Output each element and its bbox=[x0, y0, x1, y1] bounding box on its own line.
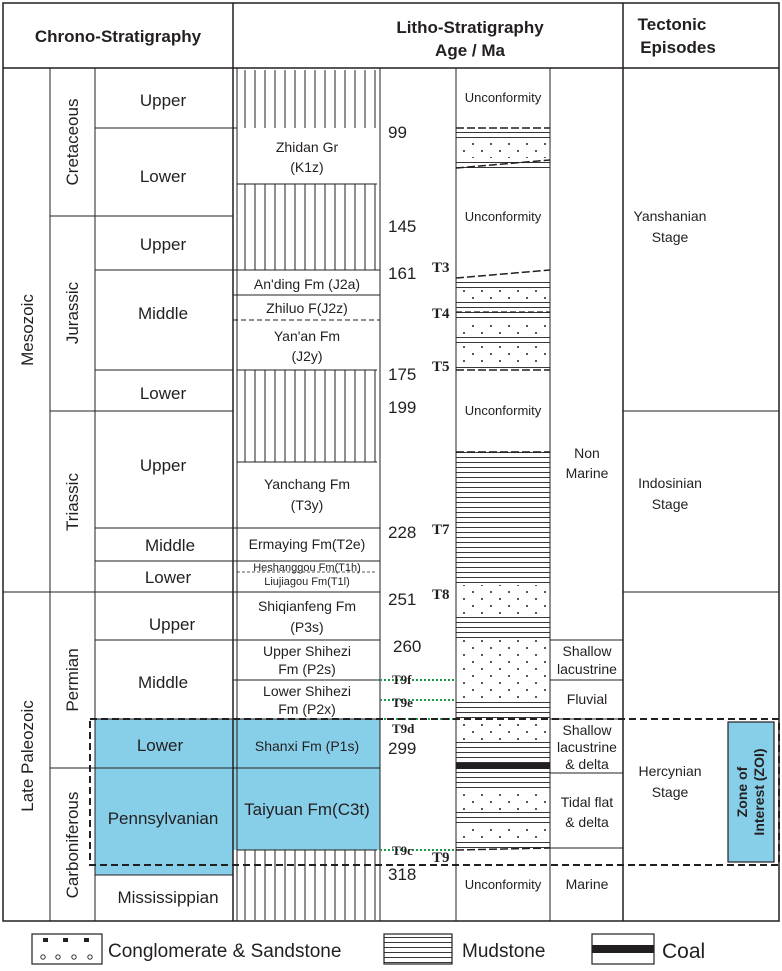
formation-zhidan-code: (K1z) bbox=[290, 159, 324, 175]
formation-zhidan: Zhidan Gr bbox=[275, 139, 339, 155]
erathem-mesozoic: Mesozoic bbox=[18, 294, 37, 366]
horizon-t4: T4 bbox=[432, 306, 450, 322]
formation-yanchang: Yanchang Fm bbox=[263, 476, 351, 492]
series-cretaceous-upper: Upper bbox=[139, 91, 187, 110]
tectonic-yanshanian-2: Stage bbox=[651, 229, 689, 245]
series-triassic-middle: Middle bbox=[144, 536, 196, 555]
env-fluvial: Fluvial bbox=[566, 691, 608, 707]
age-199: 199 bbox=[388, 398, 417, 417]
zoi-label-line2: Interest (ZOI) bbox=[751, 748, 767, 836]
system-carboniferous: Carboniferous bbox=[63, 791, 82, 899]
unconformity-label-4: Unconformity bbox=[464, 877, 542, 892]
env-shallow-lac-delta-2: lacustrine bbox=[557, 739, 617, 755]
series-triassic-upper: Upper bbox=[139, 456, 187, 475]
age-260: 260 bbox=[393, 637, 422, 656]
coal-seam bbox=[456, 763, 550, 769]
env-shallow-lac-delta-3: & delta bbox=[565, 756, 609, 772]
legend bbox=[32, 934, 705, 964]
series-jurassic-upper: Upper bbox=[139, 235, 187, 254]
tectonic-yanshanian: Yanshanian bbox=[633, 208, 707, 224]
env-marine: Marine bbox=[565, 876, 609, 892]
unconformity-label-3: Unconformity bbox=[464, 403, 542, 418]
age-251: 251 bbox=[388, 590, 417, 609]
system-triassic: Triassic bbox=[63, 473, 82, 531]
legend-conglomerate-label: Conglomerate & Sandstone bbox=[108, 941, 342, 962]
hatch-mississippian-gap bbox=[237, 850, 377, 920]
formation-lower-shihezi-code: Fm (P2x) bbox=[278, 701, 336, 717]
hatch-lower-jurassic-gap bbox=[237, 370, 377, 462]
litho-sand-2 bbox=[456, 640, 550, 700]
tectonic-hercynian: Hercynian bbox=[638, 763, 702, 779]
age-161: 161 bbox=[388, 264, 417, 283]
system-permian: Permian bbox=[63, 648, 82, 712]
formation-ermaying: Ermaying Fm(T2e) bbox=[248, 536, 366, 552]
horizon-t9d: T9d bbox=[392, 721, 415, 736]
series-mississippian: Mississippian bbox=[117, 888, 219, 907]
series-permian-middle: Middle bbox=[137, 673, 189, 692]
formation-anding: An'ding Fm (J2a) bbox=[253, 276, 361, 292]
env-tidal-flat: Tidal flat bbox=[560, 794, 614, 810]
unconformity-label-2: Unconformity bbox=[464, 209, 542, 224]
env-non-marine: Non bbox=[574, 445, 600, 461]
env-shallow-lacustrine: Shallow bbox=[562, 643, 612, 659]
header-chrono: Chrono-Stratigraphy bbox=[34, 27, 202, 46]
litho-jurassic-sand-2 bbox=[456, 320, 550, 336]
series-permian-lower: Lower bbox=[136, 736, 184, 755]
formation-taiyuan: Taiyuan Fm(C3t) bbox=[244, 800, 370, 819]
litho-sand-3 bbox=[456, 722, 550, 742]
env-shallow-lacustrine-2: lacustrine bbox=[557, 661, 617, 677]
header-episodes: Episodes bbox=[640, 38, 716, 57]
env-shallow-lac-delta: Shallow bbox=[562, 722, 612, 738]
formation-yanchang-code: (T3y) bbox=[290, 497, 324, 513]
formation-shiqianfeng: Shiqianfeng Fm bbox=[257, 598, 357, 614]
header-age: Age / Ma bbox=[435, 41, 505, 60]
horizon-t9: T9 bbox=[432, 850, 450, 866]
series-jurassic-lower: Lower bbox=[139, 384, 187, 403]
litho-jurassic-sand-1 bbox=[456, 288, 550, 302]
litho-jurassic-sand-3 bbox=[456, 345, 550, 363]
litho-sand-5 bbox=[456, 825, 550, 839]
tectonic-indosinian: Indosinian bbox=[638, 475, 702, 491]
hatch-jurassic-gap bbox=[237, 184, 377, 270]
litho-k1-sand bbox=[456, 138, 550, 158]
formation-lower-shihezi: Lower Shihezi bbox=[263, 683, 351, 699]
formation-shiqianfeng-code: (P3s) bbox=[290, 619, 324, 635]
unconformity-label-1: Unconformity bbox=[464, 90, 542, 105]
formation-heshanggou: Heshanggou Fm(T1h) bbox=[253, 562, 361, 574]
horizon-t8: T8 bbox=[432, 587, 450, 603]
env-non-marine-2: Marine bbox=[565, 465, 609, 481]
horizon-t3: T3 bbox=[432, 260, 450, 276]
env-tidal-flat-2: & delta bbox=[565, 814, 609, 830]
age-145: 145 bbox=[388, 217, 417, 236]
horizon-t9f: T9f bbox=[392, 672, 412, 687]
formation-liujiagou: Liujiagou Fm(T1l) bbox=[264, 576, 350, 588]
system-cretaceous: Cretaceous bbox=[63, 98, 82, 186]
age-299: 299 bbox=[388, 739, 417, 758]
formation-yanan: Yan'an Fm bbox=[273, 328, 341, 344]
formation-yanan-code: (J2y) bbox=[291, 348, 323, 364]
hatch-upper-cretaceous bbox=[237, 70, 377, 128]
litho-sand-1 bbox=[456, 585, 550, 615]
series-jurassic-middle: Middle bbox=[137, 304, 189, 323]
series-cretaceous-lower: Lower bbox=[139, 167, 187, 186]
series-triassic-lower: Lower bbox=[144, 568, 192, 587]
age-318: 318 bbox=[388, 865, 417, 884]
tectonic-indosinian-2: Stage bbox=[651, 496, 689, 512]
zoi-label-line1: Zone of bbox=[734, 766, 750, 818]
legend-mudstone-label: Mudstone bbox=[462, 941, 546, 962]
erathem-late-paleozoic: Late Paleozoic bbox=[18, 700, 37, 812]
series-permian-upper: Upper bbox=[148, 615, 196, 634]
tectonic-hercynian-2: Stage bbox=[651, 784, 689, 800]
horizon-t5: T5 bbox=[432, 359, 450, 375]
header-tectonic: Tectonic bbox=[637, 15, 707, 34]
age-99: 99 bbox=[388, 123, 407, 142]
horizon-t9c: T9c bbox=[392, 843, 413, 858]
formation-shanxi: Shanxi Fm (P1s) bbox=[254, 738, 360, 754]
legend-mudstone-swatch bbox=[384, 934, 452, 964]
litho-sand-4 bbox=[456, 790, 550, 812]
formation-upper-shihezi: Upper Shihezi bbox=[263, 643, 351, 659]
header-litho: Litho-Stratigraphy bbox=[396, 18, 544, 37]
legend-coal-label: Coal bbox=[662, 940, 706, 963]
horizon-t7: T7 bbox=[432, 522, 450, 538]
age-175: 175 bbox=[388, 365, 417, 384]
horizon-t9e: T9e bbox=[392, 695, 413, 710]
age-228: 228 bbox=[388, 523, 417, 542]
system-jurassic: Jurassic bbox=[63, 281, 82, 345]
formation-zhiluo: Zhiluo F(J2z) bbox=[266, 300, 348, 316]
formation-upper-shihezi-code: Fm (P2s) bbox=[278, 661, 336, 677]
series-pennsylvanian: Pennsylvanian bbox=[107, 809, 219, 828]
